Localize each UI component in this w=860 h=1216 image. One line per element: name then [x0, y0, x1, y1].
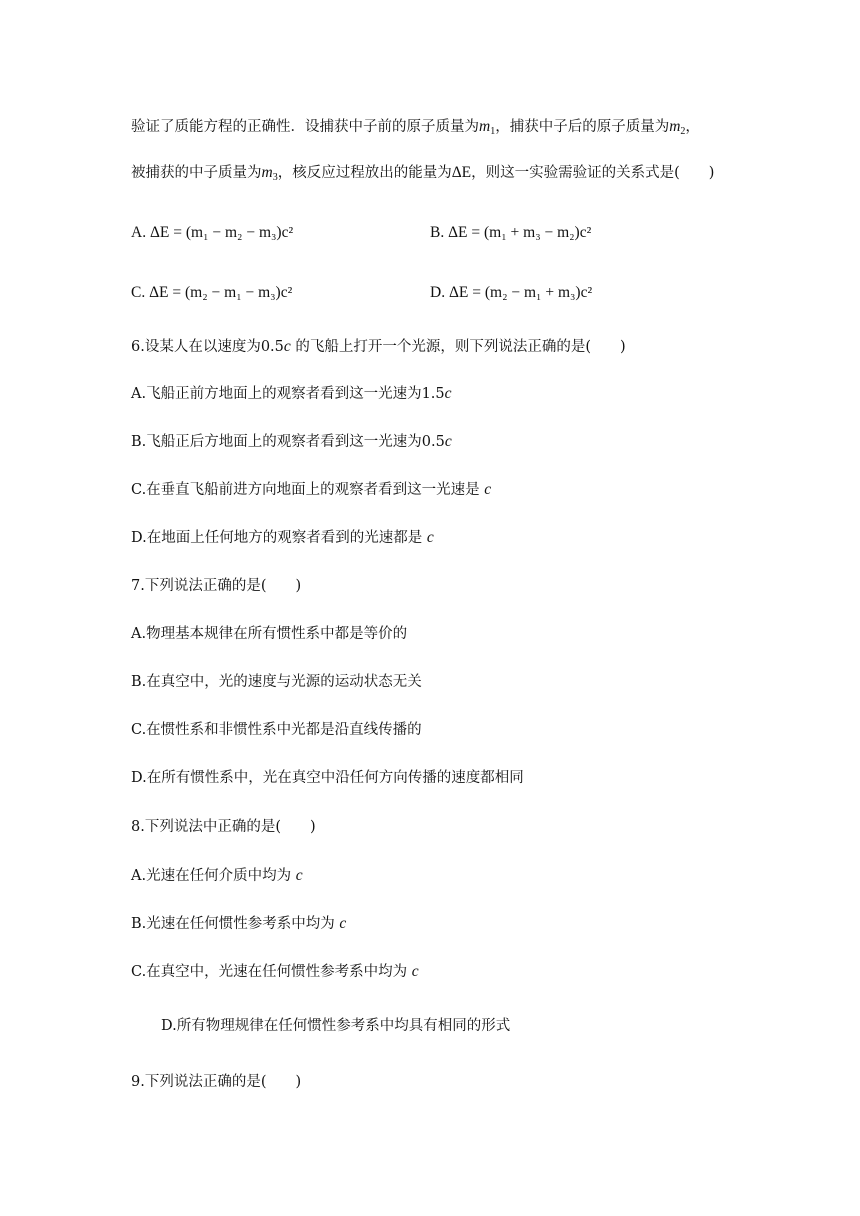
- q7-option-c: C.在惯性系和非惯性系中光都是沿直线传播的: [131, 722, 422, 738]
- var-m2: $m_2$: [669, 118, 686, 137]
- q8-option-a: A.光速在任何介质中均为 c: [131, 867, 303, 884]
- q5-option-d-expr: ΔE = (m₂ − m₁ + m₃)c²: [448, 284, 593, 301]
- q7-stem: 7.下列说法正确的是( ): [131, 578, 302, 594]
- q8-option-c: C.在真空中，光速在任何惯性参考系中均为 c: [131, 963, 419, 980]
- q8-option-b: B.光速在任何惯性参考系中均为 c: [131, 915, 347, 932]
- q6-stem: 6.设某人在以速度为0.5c 的飞船上打开一个光源，则下列说法正确的是( ): [131, 338, 626, 355]
- var-delta-e: ΔE: [451, 164, 472, 181]
- q6-option-d: D.在地面上任何地方的观察者看到的光速都是 c: [131, 529, 434, 546]
- q5-stem-line-1: 验证了质能方程的正确性．设捕获中子前的原子质量为$m_1$，捕获中子后的原子质量为$m_2$，: [131, 118, 700, 137]
- q5-option-a: A. ΔE = (m₁ − m₂ − m₃)c²: [131, 224, 294, 241]
- q6-option-a: A.飞船正前方地面上的观察者看到这一光速为1.5c: [131, 385, 452, 402]
- q5-option-d: D. ΔE = (m₂ − m₁ + m₃)c²: [430, 284, 593, 301]
- q5-option-c-expr: ΔE = (m₂ − m₁ − m₃)c²: [149, 284, 293, 301]
- q6-option-b: B.飞船正后方地面上的观察者看到这一光速为0.5c: [131, 433, 452, 450]
- q7-option-a: A.物理基本规律在所有惯性系中都是等价的: [131, 626, 408, 642]
- q7-option-d: D.在所有惯性系中，光在真空中沿任何方向传播的速度都相同: [131, 770, 524, 786]
- q8-option-d: D.所有物理规律在任何惯性参考系中均具有相同的形式: [161, 1018, 511, 1034]
- q8-stem: 8.下列说法中正确的是( ): [131, 819, 316, 835]
- q5-option-a-expr: ΔE = (m₁ − m₂ − m₃)c²: [149, 224, 294, 241]
- q5-stem-line-2: 被捕获的中子质量为$m_3$，核反应过程放出的能量为ΔE，则这一实验需验证的关系式是( ): [131, 164, 715, 183]
- q5-option-b: B. ΔE = (m₁ + m₃ − m₂)c²: [430, 224, 592, 241]
- q6-option-c: C.在垂直飞船前进方向地面上的观察者看到这一光速是 c: [131, 481, 492, 498]
- q5-option-c: C. ΔE = (m₂ − m₁ − m₃)c²: [131, 284, 293, 301]
- q5-option-b-expr: ΔE = (m₁ + m₃ − m₂)c²: [448, 224, 592, 241]
- var-m1: $m_1$: [479, 118, 496, 137]
- q7-option-b: B.在真空中，光的速度与光源的运动状态无关: [131, 674, 422, 690]
- var-m3: $m_3$: [261, 164, 278, 183]
- q9-stem: 9.下列说法正确的是( ): [131, 1074, 302, 1090]
